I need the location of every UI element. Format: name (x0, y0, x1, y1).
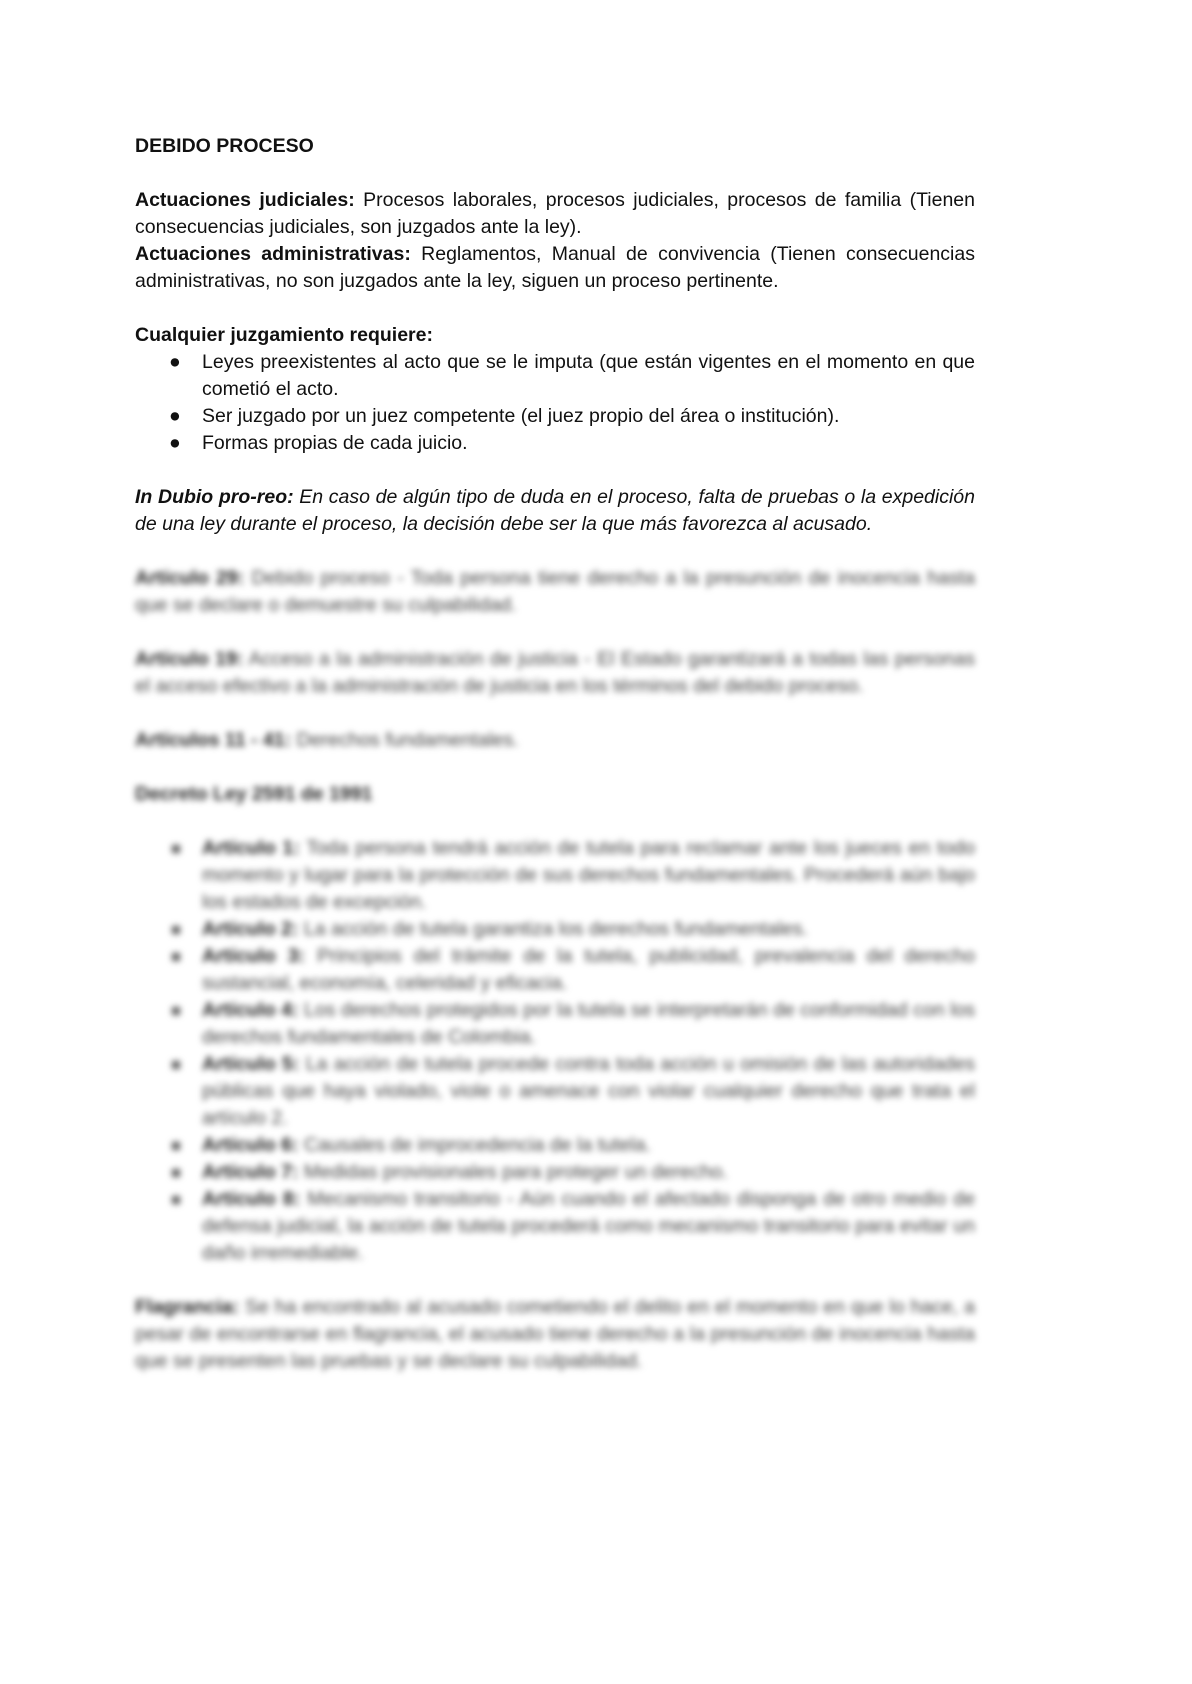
list-item: ● Formas propias de cada juicio. (135, 430, 975, 457)
actuaciones-administrativas: Actuaciones administrativas: Reglamentos, Manual de convivencia (Tienen consecuencias administrativas, no son juzgados ante la ley, siguen un proceso pertinente. (135, 243, 975, 292)
square-bullet-icon (172, 953, 180, 961)
square-bullet-icon (172, 926, 180, 934)
articulos-11-41: Artículos 11 - 41: Derechos fundamentales. (135, 729, 519, 751)
requiere-list (135, 349, 975, 457)
bullet-icon: ● (169, 432, 181, 454)
list-item: ● Ser juzgado por un juez competente (el juez propio del área o institución). (135, 403, 975, 430)
decreto-heading: Decreto Ley 2591 de 1991 (135, 783, 373, 805)
document-page (135, 133, 975, 1402)
square-bullet-icon (172, 1169, 180, 1177)
list-item: Artículo 5: La acción de tutela procede contra toda acción u omisión de las autoridades públicas que haya violado, viole o amenace con violar cualquier derecho que trata el artículo 2. (135, 1051, 975, 1132)
square-bullet-icon (172, 1142, 180, 1150)
decreto-list (135, 835, 975, 1267)
articulo-29: Artículo 29: Debido proceso - Toda persona tiene derecho a la presunción de inocencia hasta que se declare o demuestre su culpabilidad. (135, 567, 975, 616)
flagrancia: Flagrancia: Se ha encontrado al acusado cometiendo el delito en el momento en que lo hace, a pesar de encontrarse en flagrancia, el acusado tiene derecho a la presunción de inocencia hasta que se presenten las pruebas y se declare su culpabilidad. (135, 1296, 975, 1372)
square-bullet-icon (172, 845, 180, 853)
articulo-19: Artículo 19: Acceso a la administración de justicia - El Estado garantizará a todas las personas el acceso efectivo a la administración de justicia en los términos del debido proceso. (135, 648, 975, 697)
list-item: ● Leyes preexistentes al acto que se le imputa (que están vigentes en el momento en que cometió el acto. (169, 351, 975, 400)
square-bullet-icon (172, 1007, 180, 1015)
bullet-icon: ● (169, 351, 181, 373)
in-dubio-pro-reo: In Dubio pro-reo: En caso de algún tipo de duda en el proceso, falta de pruebas o la expedición de una ley durante el proceso, la decisión debe ser la que más favorezca al acusado. (135, 486, 975, 535)
blurred-section (135, 565, 975, 1375)
list-item: Artículo 8: Mecanismo transitorio - Aún cuando el afectado disponga de otro medio de defensa judicial, la acción de tutela procederá como mecanismo transitorio para evitar un daño irremediable. (135, 1186, 975, 1267)
list-item: Artículo 7: Medidas provisionales para proteger un derecho. (135, 1159, 975, 1186)
list-item: Artículo 2: La acción de tutela garantiza los derechos fundamentales. (135, 916, 975, 943)
list-item: Artículo 3: Principios del trámite de la tutela, publicidad, prevalencia del derecho sustancial, economía, celeridad y eficacia. (135, 943, 975, 997)
square-bullet-icon (172, 1061, 180, 1069)
list-item: Artículo 6: Causales de improcedencia de la tutela. (135, 1132, 975, 1159)
list-item: Artículo 4: Los derechos protegidos por la tutela se interpretarán de conformidad con los derechos fundamentales de Colombia. (135, 997, 975, 1051)
actuaciones-judiciales: Actuaciones judiciales: Procesos laborales, procesos judiciales, procesos de familia (Tienen consecuencias judiciales, son juzgados ante la ley). (135, 189, 975, 238)
document-title: DEBIDO PROCESO (135, 135, 314, 157)
list-item: Artículo 1: Toda persona tendrá acción de tutela para reclamar ante los jueces en todo momento y lugar para la protección de sus derechos fundamentales. Procederá aún bajo los estados de excepción. (135, 835, 975, 916)
requiere-heading: Cualquier juzgamiento requiere: (135, 324, 433, 346)
square-bullet-icon (172, 1196, 180, 1204)
bullet-icon: ● (169, 405, 181, 427)
